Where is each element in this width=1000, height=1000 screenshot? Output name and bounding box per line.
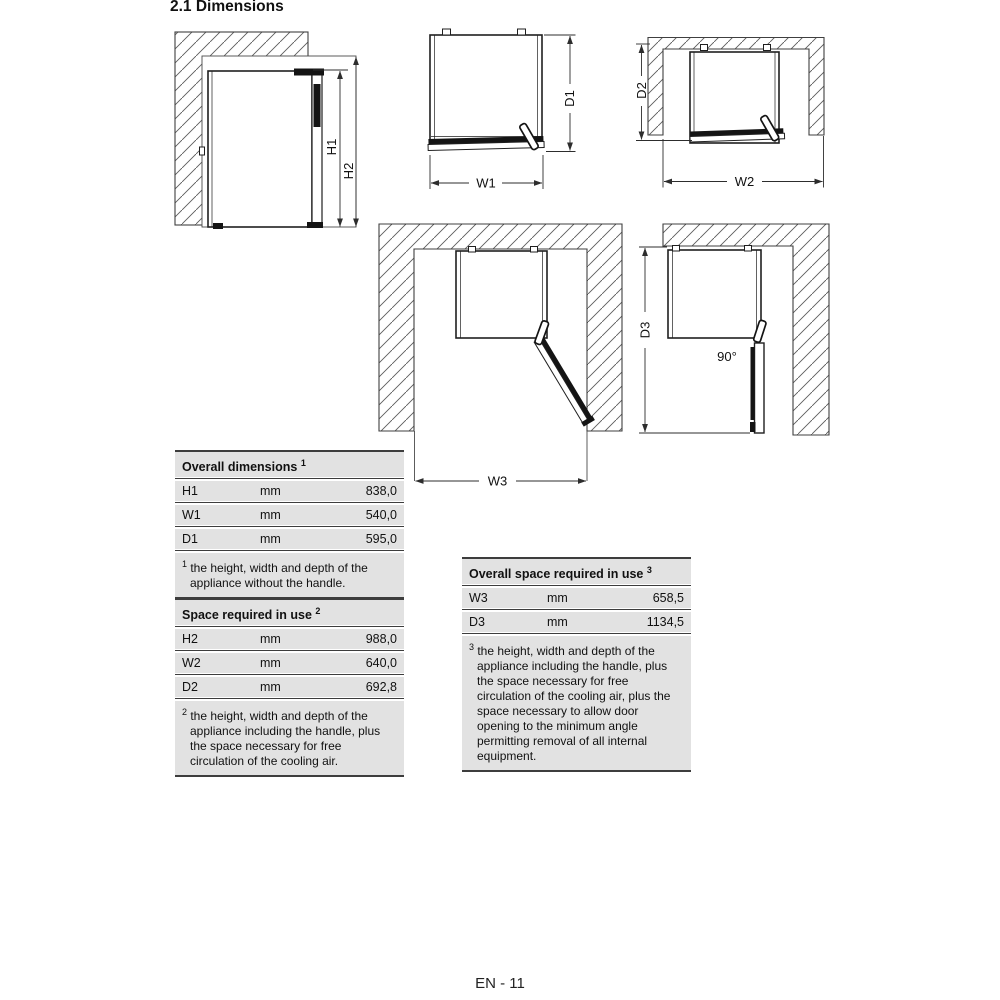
dimension-d1 — [544, 35, 577, 152]
overall-space-table — [462, 557, 691, 772]
side-view-diagram — [175, 32, 356, 229]
door-open-diagram — [379, 224, 622, 489]
fridge-door-open — [533, 336, 595, 427]
fridge-body — [668, 250, 761, 338]
dim-label-w2: W2 — [734, 174, 755, 189]
dim-label-h1: H1 — [324, 138, 339, 156]
table-header: Space required in use $^2$ — [175, 600, 404, 625]
dim-label-h2: H2 — [341, 162, 356, 180]
table-footnote: $^1$ the height, width and depth of the appliance without the handle. — [175, 553, 404, 597]
table-row: D1 mm 595,0 — [175, 529, 404, 549]
dimension-w1 — [430, 155, 543, 191]
fridge-door-open — [755, 343, 765, 433]
page-title: 2.1 Dimensions — [170, 0, 284, 15]
table-row: W2 mm 640,0 — [175, 653, 404, 673]
table-row: W1 mm 540,0 — [175, 505, 404, 525]
dim-label-w1: W1 — [476, 175, 496, 191]
table-row: H1 mm 838,0 — [175, 481, 404, 501]
dimension-w2 — [663, 136, 824, 189]
fridge-body — [208, 71, 312, 227]
table-row: W3 mm 658,5 — [462, 588, 691, 608]
door-handle — [314, 84, 321, 127]
door-90-diagram — [638, 224, 830, 435]
top-view-diagram — [428, 29, 577, 191]
dim-label-d2: D2 — [634, 82, 649, 99]
table-header: Overall dimensions $^1$ — [175, 452, 404, 477]
table-row: D3 mm 1134,5 — [462, 612, 691, 632]
page-number: EN - 11 — [475, 975, 525, 992]
table-row: H2 mm 988,0 — [175, 629, 404, 649]
table-footnote: $^2$ the height, width and depth of the appliance including the handle, plus the space necessary for free circulation of the cooling air. — [175, 701, 404, 775]
niche-top-view-diagram — [634, 38, 824, 190]
dim-label-d1: D1 — [562, 90, 577, 107]
table-footnote: $^3$ the height, width and depth of the appliance including the handle, plus the space necessary for free circulation of the cooling air, plus the space necessary to allow door opening to the minimum angle permitting removal of all internal equipment. — [462, 636, 691, 770]
angle-label: 90° — [717, 349, 737, 364]
dimension-w3 — [416, 474, 587, 489]
overall-dimensions-table — [175, 450, 404, 599]
table-header: Overall space required in use $^3$ — [462, 559, 691, 584]
dimension-diagrams — [150, 18, 850, 510]
dim-label-w3: W3 — [487, 473, 508, 489]
dim-label-d3: D3 — [637, 321, 653, 339]
table-row: D2 mm 692,8 — [175, 677, 404, 697]
fridge-body — [456, 251, 547, 338]
space-required-table — [175, 598, 404, 777]
